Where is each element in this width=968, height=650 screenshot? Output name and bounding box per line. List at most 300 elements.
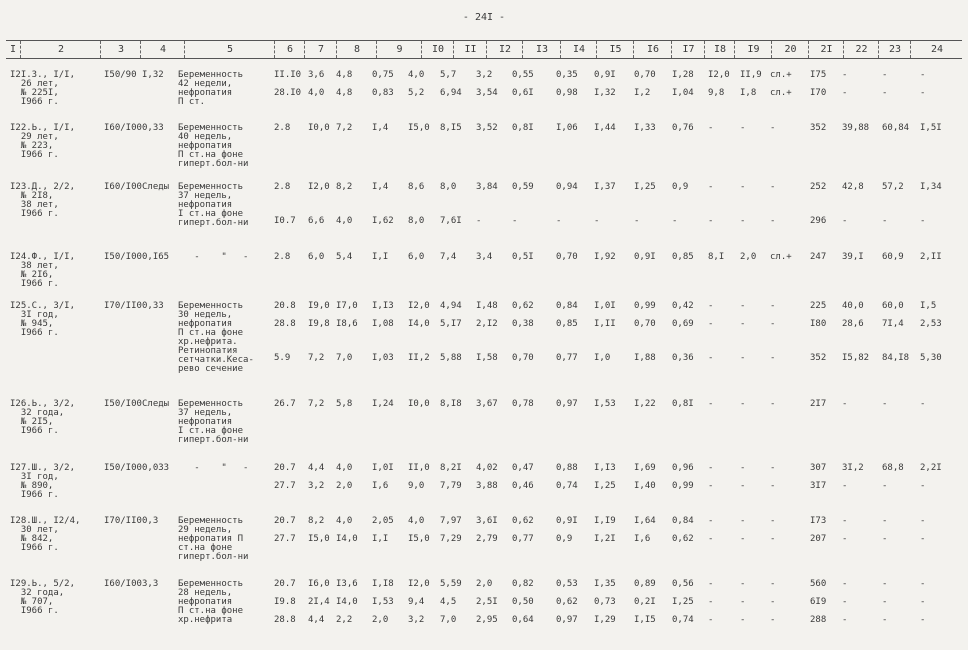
value-cell: 247 (810, 252, 827, 262)
date-cell: 2.8 (274, 182, 291, 192)
value-cell: 8,2 (336, 182, 353, 192)
value-cell: 7,0 (440, 615, 457, 625)
value-cell: - (770, 516, 776, 526)
value-cell: 0,9 (556, 534, 573, 544)
value-cell: 307 (810, 463, 827, 473)
value-cell: - (770, 182, 776, 192)
value-cell: 6,0 (308, 252, 325, 262)
value-cell: I,6 (634, 534, 651, 544)
blood-pressure: I60/I00 (104, 123, 142, 133)
protein-value: 0,3 (142, 516, 159, 526)
value-cell: - (708, 481, 714, 491)
value-cell: 7,0 (336, 353, 353, 363)
value-cell: - (708, 123, 714, 133)
diagnosis: Беременность 30 недель, нефропатия П ст.на фоне хр.нефрита. Ретинопатия сетчатки.Кеса- рево сечение (178, 301, 254, 374)
protein-value: Следы (142, 182, 170, 192)
date-cell: 2.8 (274, 252, 291, 262)
value-cell: - (740, 534, 746, 544)
value-cell: 0,99 (672, 481, 694, 491)
value-cell: 0,62 (512, 301, 534, 311)
value-cell: - (842, 481, 848, 491)
value-cell: 7,97 (440, 516, 462, 526)
value-cell: - (770, 216, 776, 226)
value-cell: - (770, 353, 776, 363)
column-header: 2 (20, 41, 101, 58)
value-cell: I,04 (672, 88, 694, 98)
value-cell: 4,0 (336, 516, 353, 526)
value-cell: - (708, 182, 714, 192)
value-cell: 5,7 (440, 70, 457, 80)
value-cell: I,69 (634, 463, 656, 473)
value-cell: 3,54 (476, 88, 498, 98)
value-cell: - (512, 216, 518, 226)
value-cell: 0,64 (512, 615, 534, 625)
value-cell: - (842, 216, 848, 226)
value-cell: 2,I2 (476, 319, 498, 329)
value-cell: - (740, 597, 746, 607)
value-cell: I,35 (594, 579, 616, 589)
value-cell: I9,8 (308, 319, 330, 329)
value-cell: 0,8I (512, 123, 534, 133)
value-cell: I5,0 (308, 534, 330, 544)
value-cell: 0,77 (512, 534, 534, 544)
value-cell: 9,8 (708, 88, 725, 98)
value-cell: - (740, 319, 746, 329)
value-cell: 4,8 (336, 70, 353, 80)
value-cell: 5,88 (440, 353, 462, 363)
value-cell: 57,2 (882, 182, 904, 192)
value-cell: 560 (810, 579, 827, 589)
value-cell: 2I7 (810, 399, 827, 409)
value-cell: I,24 (372, 399, 394, 409)
value-cell: I8,6 (336, 319, 358, 329)
blood-pressure: I70/II0 (104, 301, 142, 311)
column-header: 8 (336, 41, 377, 58)
value-cell: - (920, 88, 926, 98)
value-cell: I5,0 (408, 534, 430, 544)
value-cell: - (672, 216, 678, 226)
value-cell: - (770, 319, 776, 329)
value-cell: I80 (810, 319, 827, 329)
value-cell: 68,8 (882, 463, 904, 473)
value-cell: 7,2 (336, 123, 353, 133)
value-cell: I75 (810, 70, 827, 80)
value-cell: 60,0 (882, 301, 904, 311)
value-cell: - (770, 301, 776, 311)
value-cell: I2,0 (708, 70, 730, 80)
protein-value: 3,3 (142, 579, 159, 589)
value-cell: сл.+ (770, 70, 792, 80)
date-cell: 28.8 (274, 615, 296, 625)
value-cell: I,4 (372, 182, 389, 192)
value-cell: - (882, 70, 888, 80)
value-cell: - (740, 399, 746, 409)
value-cell: - (882, 516, 888, 526)
column-header: 24 (910, 41, 963, 58)
value-cell: 3I7 (810, 481, 827, 491)
value-cell: - (556, 216, 562, 226)
value-cell: - (708, 353, 714, 363)
value-cell: 0,73 (594, 597, 616, 607)
value-cell: - (882, 399, 888, 409)
protein-value: I,32 (142, 70, 164, 80)
value-cell: 39,I (842, 252, 864, 262)
column-header: I9 (734, 41, 772, 58)
patient-info: I26.Ь., 3/2, 32 года, № 2I5, I966 г. (10, 399, 76, 436)
value-cell: 2,0 (372, 615, 389, 625)
value-cell: 0,9I (556, 516, 578, 526)
value-cell: - (842, 70, 848, 80)
value-cell: - (634, 216, 640, 226)
value-cell: 0,9I (594, 70, 616, 80)
value-cell: 3I,2 (842, 463, 864, 473)
value-cell: - (770, 123, 776, 133)
value-cell: - (770, 463, 776, 473)
value-cell: - (708, 534, 714, 544)
value-cell: 0,5I (512, 252, 534, 262)
value-cell: 5,30 (920, 353, 942, 363)
value-cell: I2,0 (408, 579, 430, 589)
value-cell: 4,0 (308, 88, 325, 98)
value-cell: I,25 (634, 182, 656, 192)
date-cell: II.I0 (274, 70, 302, 80)
value-cell: - (708, 516, 714, 526)
value-cell: 0,84 (672, 516, 694, 526)
value-cell: 2,53 (920, 319, 942, 329)
value-cell: 0,36 (672, 353, 694, 363)
value-cell: - (708, 463, 714, 473)
value-cell: 352 (810, 353, 827, 363)
value-cell: 3,52 (476, 123, 498, 133)
protein-value: 0,33 (142, 301, 164, 311)
value-cell: - (842, 399, 848, 409)
date-cell: 27.7 (274, 481, 296, 491)
value-cell: 5,I7 (440, 319, 462, 329)
value-cell: 0,42 (672, 301, 694, 311)
value-cell: I,2 (634, 88, 651, 98)
value-cell: I,0I (594, 301, 616, 311)
value-cell: - (708, 597, 714, 607)
diagnosis: Беременность 42 недели, нефропатия П ст. (178, 70, 244, 107)
value-cell: 0,2I (634, 597, 656, 607)
table-header (6, 40, 962, 59)
value-cell: I,5I (920, 123, 942, 133)
value-cell: I,0 (594, 353, 611, 363)
value-cell: 0,9I (634, 252, 656, 262)
value-cell: I,88 (634, 353, 656, 363)
value-cell: 0,6I (512, 88, 534, 98)
value-cell: 8,6 (408, 182, 425, 192)
value-cell: 2,5I (476, 597, 498, 607)
value-cell: 3,67 (476, 399, 498, 409)
value-cell: 3,88 (476, 481, 498, 491)
patient-info: I28.Ш., I2/4, 30 лет, № 842, I966 г. (10, 516, 81, 553)
value-cell: - (708, 319, 714, 329)
patient-info: I23.Д., 2/2, № 2I8, 38 лет, I966 г. (10, 182, 76, 219)
value-cell: - (842, 534, 848, 544)
value-cell: I,II (594, 319, 616, 329)
column-header: I5 (596, 41, 634, 58)
value-cell: 0,70 (512, 353, 534, 363)
value-cell: I,25 (672, 597, 694, 607)
value-cell: - (740, 516, 746, 526)
value-cell: - (476, 216, 482, 226)
value-cell: I,62 (372, 216, 394, 226)
diagnosis: - " - (178, 252, 249, 262)
value-cell: - (770, 579, 776, 589)
value-cell: 0,94 (556, 182, 578, 192)
value-cell: I,44 (594, 123, 616, 133)
value-cell: 0,85 (672, 252, 694, 262)
value-cell: 0,53 (556, 579, 578, 589)
value-cell: 2,79 (476, 534, 498, 544)
value-cell: I,34 (920, 182, 942, 192)
value-cell: 7,29 (440, 534, 462, 544)
column-header: I7 (671, 41, 705, 58)
value-cell: 0,62 (672, 534, 694, 544)
value-cell: - (920, 399, 926, 409)
protein-value: 0,033 (142, 463, 170, 473)
value-cell: 4,4 (308, 463, 325, 473)
value-cell: 0,47 (512, 463, 534, 473)
value-cell: 8,0 (440, 182, 457, 192)
column-header: 23 (878, 41, 911, 58)
value-cell: - (842, 615, 848, 625)
value-cell: 3,6 (308, 70, 325, 80)
value-cell: I7,0 (336, 301, 358, 311)
value-cell: 7,6I (440, 216, 462, 226)
value-cell: - (740, 615, 746, 625)
value-cell: I6,0 (308, 579, 330, 589)
column-header: 4 (140, 41, 185, 58)
diagnosis: Беременность 28 недель, нефропатия П ст.на фоне хр.нефрита (178, 579, 244, 625)
value-cell: 0,82 (512, 579, 534, 589)
value-cell: 39,88 (842, 123, 870, 133)
value-cell: - (920, 597, 926, 607)
value-cell: - (882, 615, 888, 625)
value-cell: сл.+ (770, 252, 792, 262)
value-cell: 3,2 (408, 615, 425, 625)
value-cell: 5,8 (336, 399, 353, 409)
value-cell: I,03 (372, 353, 394, 363)
value-cell: 8,I (708, 252, 725, 262)
column-header: I2 (486, 41, 523, 58)
value-cell: - (842, 597, 848, 607)
value-cell: I,25 (594, 481, 616, 491)
value-cell: 0,62 (512, 516, 534, 526)
value-cell: 207 (810, 534, 827, 544)
patient-info: I2I.З., I/I, 26 лет, № 225I, I966 г. (10, 70, 76, 107)
value-cell: I,92 (594, 252, 616, 262)
value-cell: 9,4 (408, 597, 425, 607)
value-cell: 4,5 (440, 597, 457, 607)
value-cell: - (740, 481, 746, 491)
value-cell: 4,0 (336, 216, 353, 226)
date-cell: 28.8 (274, 319, 296, 329)
value-cell: 0,96 (672, 463, 694, 473)
value-cell: 2,0 (740, 252, 757, 262)
value-cell: I,5 (920, 301, 937, 311)
value-cell: 8,0 (408, 216, 425, 226)
value-cell: 0,75 (372, 70, 394, 80)
value-cell: 9,0 (408, 481, 425, 491)
date-cell: 20.8 (274, 301, 296, 311)
value-cell: 0,55 (512, 70, 534, 80)
value-cell: 0,70 (556, 252, 578, 262)
value-cell: - (882, 481, 888, 491)
value-cell: 0,70 (634, 319, 656, 329)
date-cell: 2.8 (274, 123, 291, 133)
value-cell: 6I9 (810, 597, 827, 607)
value-cell: I,08 (372, 319, 394, 329)
value-cell: - (842, 579, 848, 589)
column-header: 2I (808, 41, 844, 58)
value-cell: - (770, 399, 776, 409)
blood-pressure: I70/II0 (104, 516, 142, 526)
value-cell: I,I5 (634, 615, 656, 625)
value-cell: 3,2 (476, 70, 493, 80)
value-cell: 288 (810, 615, 827, 625)
value-cell: I,22 (634, 399, 656, 409)
column-header: 7 (304, 41, 337, 58)
value-cell: 2,95 (476, 615, 498, 625)
column-header: I (9, 44, 17, 55)
value-cell: I4,0 (336, 534, 358, 544)
column-header: 6 (274, 41, 305, 58)
value-cell: - (740, 579, 746, 589)
value-cell: I,2I (594, 534, 616, 544)
value-cell: - (740, 353, 746, 363)
value-cell: I5,82 (842, 353, 870, 363)
value-cell: 0,97 (556, 615, 578, 625)
value-cell: 0,83 (372, 88, 394, 98)
value-cell: I9,0 (308, 301, 330, 311)
blood-pressure: I60/I00 (104, 579, 142, 589)
value-cell: 0,76 (672, 123, 694, 133)
date-cell: 27.7 (274, 534, 296, 544)
value-cell: 5,59 (440, 579, 462, 589)
value-cell: I,I (372, 534, 389, 544)
blood-pressure: I50/I00 (104, 252, 142, 262)
protein-value: Следы (142, 399, 170, 409)
value-cell: 0,70 (634, 70, 656, 80)
value-cell: 60,84 (882, 123, 910, 133)
value-cell: 3,84 (476, 182, 498, 192)
value-cell: I,48 (476, 301, 498, 311)
value-cell: 3,2 (308, 481, 325, 491)
value-cell: I4,0 (336, 597, 358, 607)
value-cell: I,4 (372, 123, 389, 133)
value-cell: - (920, 579, 926, 589)
value-cell: I73 (810, 516, 827, 526)
blood-pressure: I50/I00 (104, 399, 142, 409)
value-cell: I0,0 (408, 399, 430, 409)
value-cell: 296 (810, 216, 827, 226)
value-cell: 4,94 (440, 301, 462, 311)
value-cell: - (920, 216, 926, 226)
value-cell: I2,0 (308, 182, 330, 192)
value-cell: 4,8 (336, 88, 353, 98)
date-cell: I9.8 (274, 597, 296, 607)
diagnosis: - " - (178, 463, 249, 473)
value-cell: 7,79 (440, 481, 462, 491)
protein-value: 0,33 (142, 123, 164, 133)
value-cell: 4,4 (308, 615, 325, 625)
blood-pressure: I60/I00 (104, 182, 142, 192)
value-cell: 2,2I (920, 463, 942, 473)
page-number: - 24I - (462, 12, 506, 23)
date-cell: 20.7 (274, 516, 296, 526)
value-cell: 8,2 (308, 516, 325, 526)
value-cell: I2,0 (408, 301, 430, 311)
value-cell: 8,I5 (440, 123, 462, 133)
value-cell: 0,8I (672, 399, 694, 409)
column-header: 20 (771, 41, 809, 58)
column-header: I6 (633, 41, 672, 58)
value-cell: I,06 (556, 123, 578, 133)
value-cell: - (740, 301, 746, 311)
value-cell: I,I (372, 252, 389, 262)
value-cell: I,6 (372, 481, 389, 491)
value-cell: - (882, 534, 888, 544)
value-cell: 0,89 (634, 579, 656, 589)
column-header: I4 (560, 41, 597, 58)
value-cell: I,8 (740, 88, 757, 98)
value-cell: - (708, 615, 714, 625)
patient-info: I22.Ь., I/I, 29 лет, № 223, I966 г. (10, 123, 76, 160)
patient-info: I25.С., 3/I, 3I год, № 945, I966 г. (10, 301, 76, 338)
patient-info: I27.Ш., 3/2, 3I год, № 890, I966 г. (10, 463, 76, 500)
value-cell: 0,84 (556, 301, 578, 311)
value-cell: - (740, 216, 746, 226)
column-header: 22 (843, 41, 879, 58)
date-cell: 20.7 (274, 579, 296, 589)
value-cell: 7I,4 (882, 319, 904, 329)
value-cell: I,37 (594, 182, 616, 192)
value-cell: 0,38 (512, 319, 534, 329)
value-cell: I,64 (634, 516, 656, 526)
value-cell: 4,0 (408, 70, 425, 80)
column-header: 5 (184, 41, 275, 58)
value-cell: 42,8 (842, 182, 864, 192)
value-cell: 0,88 (556, 463, 578, 473)
date-cell: I0.7 (274, 216, 296, 226)
value-cell: 4,02 (476, 463, 498, 473)
value-cell: 0,78 (512, 399, 534, 409)
value-cell: 0,46 (512, 481, 534, 491)
value-cell: - (842, 88, 848, 98)
value-cell: I,58 (476, 353, 498, 363)
diagnosis: Беременность 37 недель, нефропатия I ст.на фоне гиперт.бол-ни (178, 182, 249, 228)
value-cell: I,32 (594, 88, 616, 98)
value-cell: 2,2 (336, 615, 353, 625)
date-cell: 5.9 (274, 353, 291, 363)
value-cell: - (882, 597, 888, 607)
value-cell: I70 (810, 88, 827, 98)
value-cell: - (920, 70, 926, 80)
value-cell: 0,69 (672, 319, 694, 329)
value-cell: 6,6 (308, 216, 325, 226)
value-cell: 6,94 (440, 88, 462, 98)
value-cell: 0,99 (634, 301, 656, 311)
value-cell: 8,2I (440, 463, 462, 473)
value-cell: I3,6 (336, 579, 358, 589)
value-cell: I,I3 (594, 463, 616, 473)
diagnosis: Беременность 29 недель, нефропатия П ст.на фоне гиперт.бол-ни (178, 516, 249, 562)
value-cell: 6,0 (408, 252, 425, 262)
value-cell: 0,59 (512, 182, 534, 192)
value-cell: 0,97 (556, 399, 578, 409)
